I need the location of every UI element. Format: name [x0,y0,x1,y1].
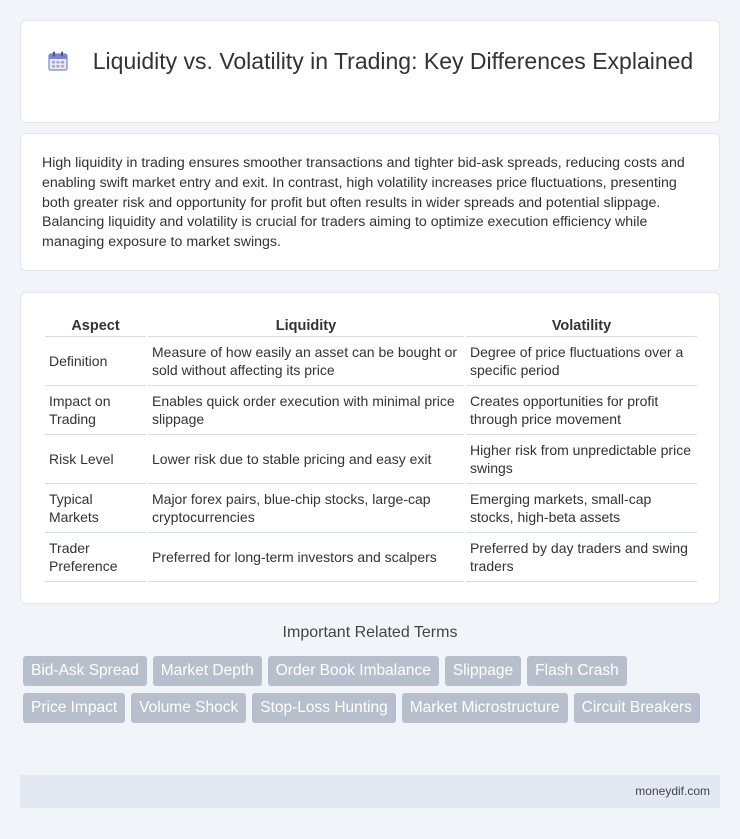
volatility-cell: Emerging markets, small-cap stocks, high-beta assets [466,484,697,533]
liquidity-cell: Preferred for long-term investors and scalpers [148,533,464,582]
comparison-table [43,315,699,582]
volatility-cell: Preferred by day traders and swing traders [466,533,697,582]
tag-stop-loss-hunting[interactable]: Stop-Loss Hunting [252,693,396,723]
intro-paragraph: High liquidity in trading ensures smoother transactions and tighter bid-ask spreads, reducing costs and enabling swift market entry and exit. In contrast, high volatility increases price fluctuations, presenting both greater risk and opportunity for profit but often results in wider spreads and potential slippage. Balancing liquidity and volatility is crucial for traders aiming to optimize execution efficiency while managing exposure to market swings. [42,155,685,251]
liquidity-cell: Lower risk due to stable pricing and easy exit [148,435,464,484]
volatility-cell: Degree of price fluctuations over a specific period [466,337,697,386]
tag-order-book-imbalance[interactable]: Order Book Imbalance [268,656,439,686]
table-row [45,386,697,435]
liquidity-cell: Major forex pairs, blue-chip stocks, large-cap cryptocurrencies [148,484,464,533]
aspect-cell: Typical Markets [45,484,146,533]
tag-flash-crash[interactable]: Flash Crash [527,656,627,686]
header-liquidity: Liquidity [148,315,464,337]
tag-circuit-breakers[interactable]: Circuit Breakers [574,693,700,723]
tag-volume-shock[interactable]: Volume Shock [131,693,246,723]
tag-market-depth[interactable]: Market Depth [153,656,262,686]
header-aspect: Aspect [45,315,146,337]
table-row [45,533,697,582]
tag-slippage[interactable]: Slippage [445,656,521,686]
tag-market-microstructure[interactable]: Market Microstructure [402,693,568,723]
tag-bid-ask-spread[interactable]: Bid-Ask Spread [23,656,147,686]
title-card [20,20,720,123]
table-header-row [45,315,697,337]
footer-bar [20,775,720,808]
intro-card [20,133,720,271]
related-terms-heading: Important Related Terms [282,624,458,641]
table-row [45,337,697,386]
comparison-table-card [20,292,720,604]
aspect-cell: Risk Level [45,435,146,484]
footer-site-label: moneydif.com [635,784,710,798]
aspect-cell: Trader Preference [45,533,146,582]
related-terms-list [23,656,703,723]
page-title: Liquidity vs. Volatility in Trading: Key Differences Explained [92,48,694,74]
header-volatility: Volatility [466,315,697,337]
tag-price-impact[interactable]: Price Impact [23,693,125,723]
liquidity-cell: Measure of how easily an asset can be bought or sold without affecting its price [148,337,464,386]
table-row [45,484,697,533]
table-row [45,435,697,484]
volatility-cell: Creates opportunities for profit through price movement [466,386,697,435]
page-title-row [21,46,719,76]
aspect-cell: Impact on Trading [45,386,146,435]
volatility-cell: Higher risk from unpredictable price swings [466,435,697,484]
calendar-icon [47,50,69,72]
liquidity-cell: Enables quick order execution with minimal price slippage [148,386,464,435]
aspect-cell: Definition [45,337,146,386]
